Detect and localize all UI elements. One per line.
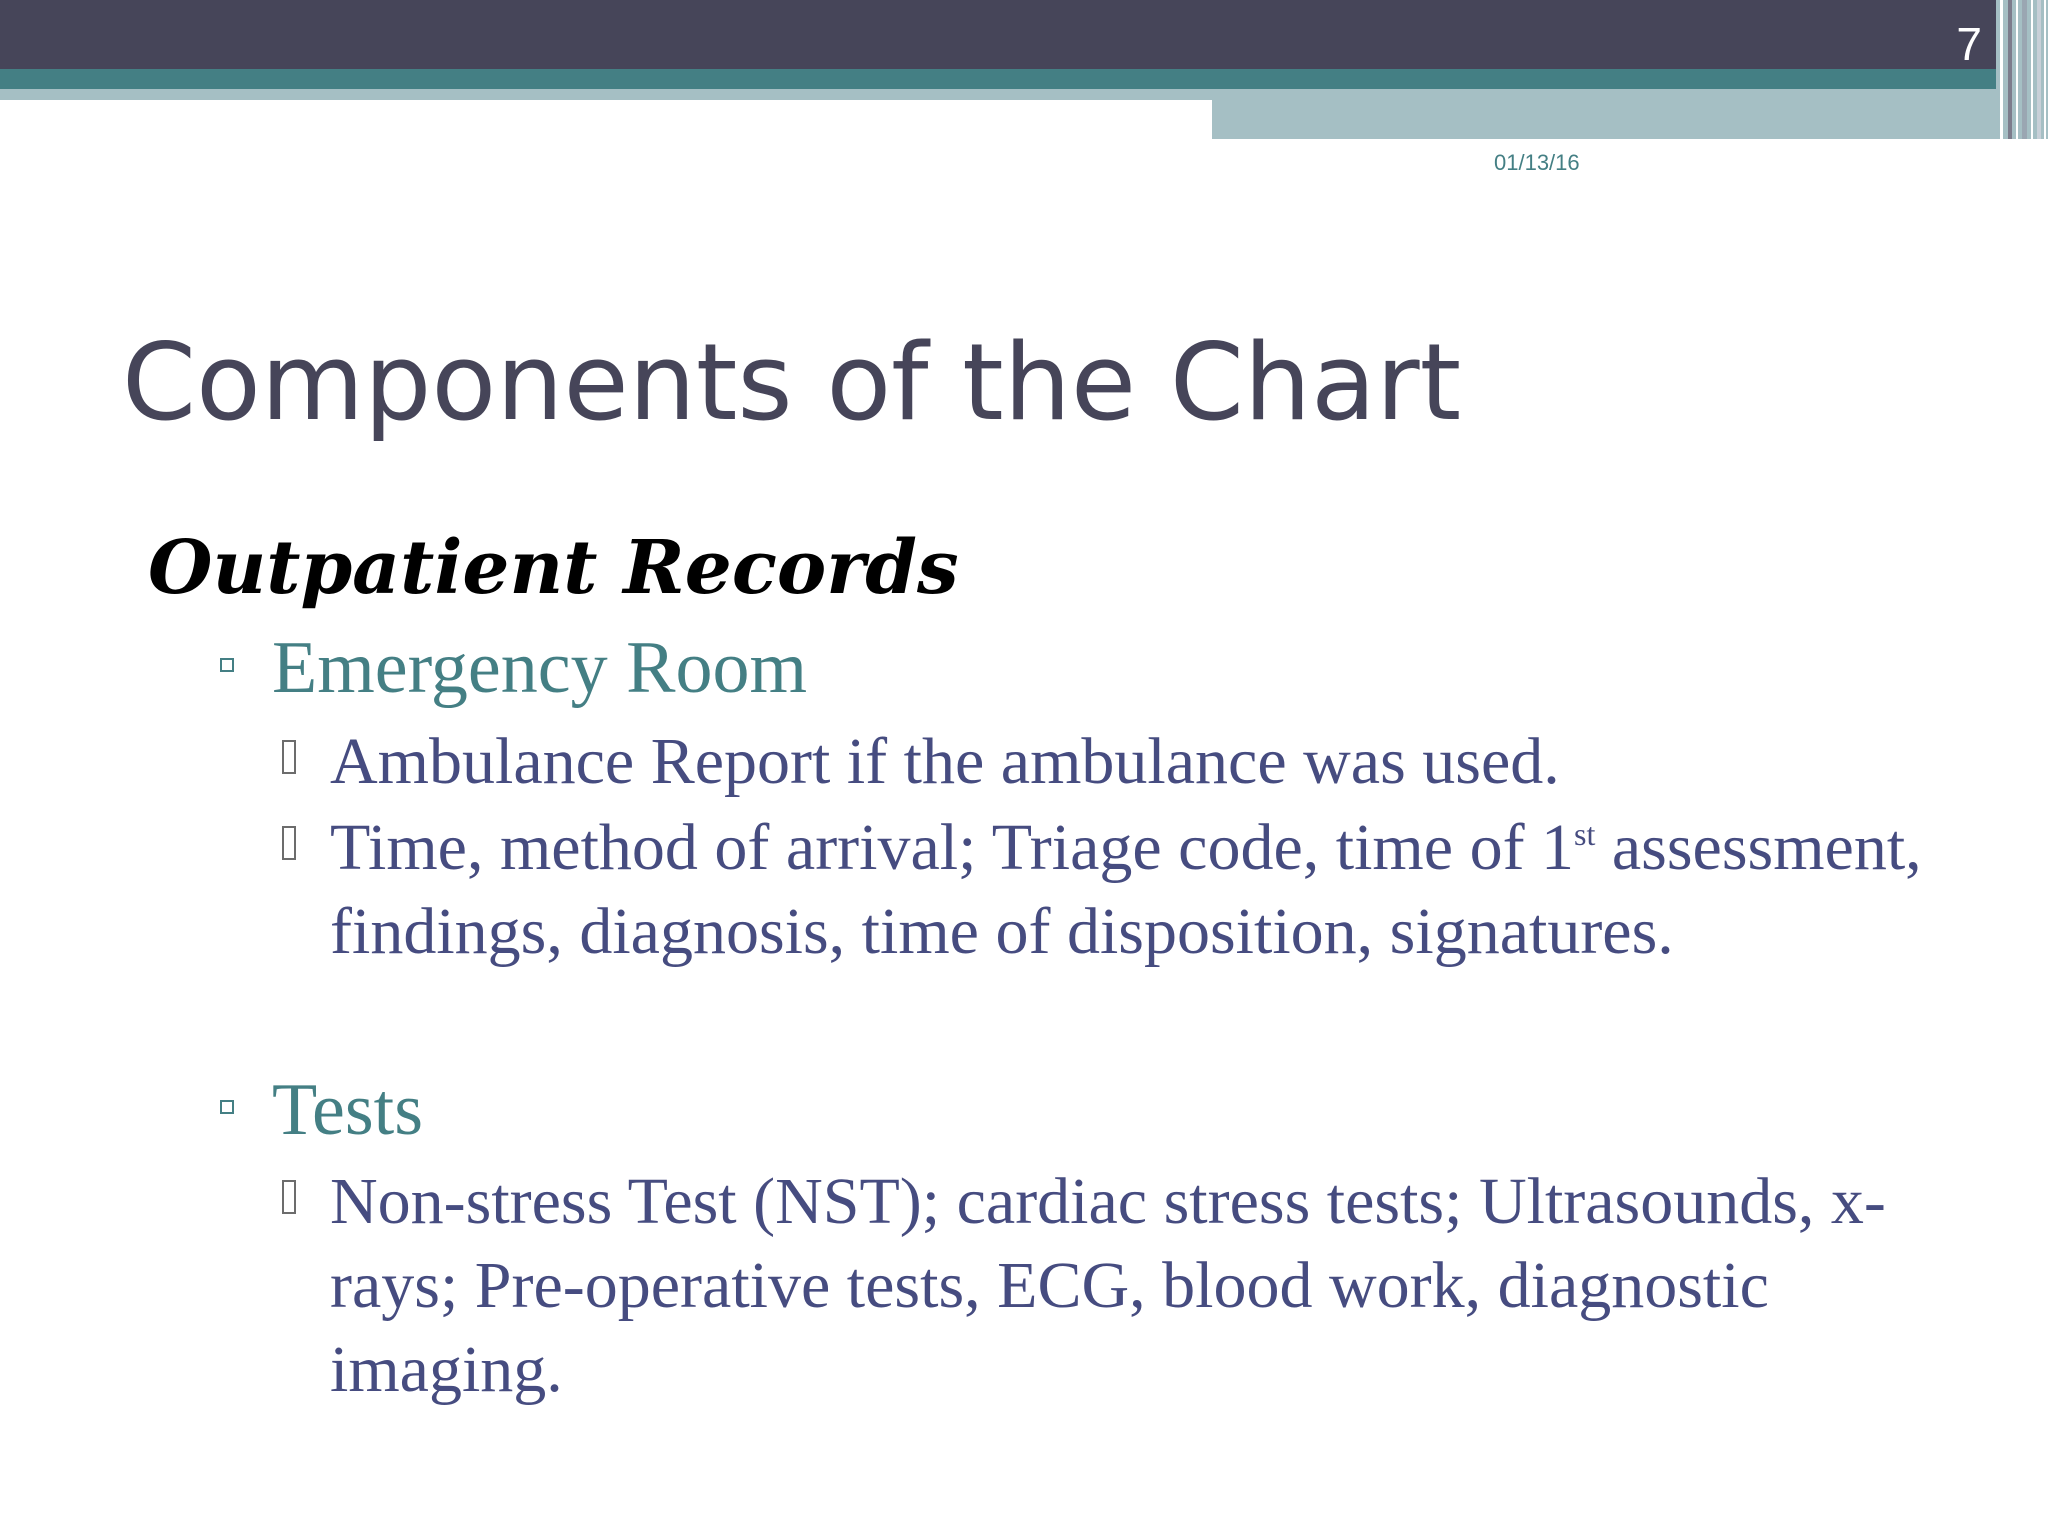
header-band-light-right	[1212, 89, 2048, 139]
square-bullet-icon	[220, 1100, 234, 1114]
slide-title: Components of the Chart	[122, 321, 1462, 444]
superscript-ordinal: st	[1574, 816, 1596, 852]
square-bullet-icon	[220, 658, 234, 672]
header-band-teal	[0, 69, 2048, 89]
edge-stripes-decoration	[1996, 0, 2048, 139]
missing-glyph-bullet-icon	[282, 1180, 296, 1214]
bullet-label: Tests	[272, 1069, 424, 1151]
subbullet-text-part: assessment, findings, diagnosis, time of disposition, signatures.	[330, 811, 1922, 968]
subbullet-ambulance-report	[282, 720, 1942, 804]
subbullet-text: Ambulance Report if the ambulance was used.	[330, 725, 1560, 798]
missing-glyph-bullet-icon	[282, 826, 296, 860]
header-band-dark	[0, 0, 2048, 69]
missing-glyph-bullet-icon	[282, 740, 296, 774]
subbullet-text: Non-stress Test (NST); cardiac stress tests; Ultrasounds, x-rays; Pre-operative tests, ECG, blood work, diagnostic imaging.	[330, 1165, 1886, 1406]
subbullet-text-part: Time, method of arrival; Triage code, time of 1	[330, 811, 1575, 884]
header-band-light-left	[0, 89, 1212, 100]
slide-date: 01/13/16	[1494, 150, 1580, 175]
bullet-label: Emergency Room	[272, 627, 808, 709]
subbullet-text	[330, 806, 1942, 974]
section-heading: Outpatient Records	[148, 525, 959, 611]
subbullet-arrival-details	[282, 806, 1942, 974]
subbullet-tests-list	[282, 1160, 1942, 1412]
page-number: 7	[1956, 18, 1982, 70]
